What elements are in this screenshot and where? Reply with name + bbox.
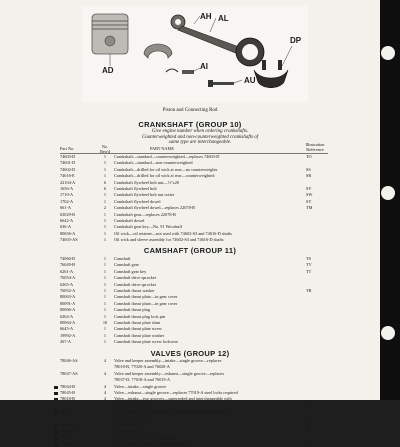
quantity: 1 [103, 192, 107, 198]
part-name: Crankshaft—drilled for oil wick at rear—counterweighted [114, 173, 215, 179]
part-name: Crankshaft flywheel bolt nut—½"x20 [114, 179, 180, 185]
part-name: Camshaft gear [114, 262, 139, 268]
part-name: 76020-A and 77020-A [114, 402, 153, 408]
part-name: 78018-B, 77020-A and 76028-A [114, 364, 170, 370]
part-number: 636-A [60, 224, 71, 230]
part-number: 74060-D [60, 256, 76, 261]
quantity: 4 [103, 370, 107, 376]
part-name: Valve—intake—two grooves—superseded and interchangeable with [114, 396, 232, 402]
part-name: 76019-A and 77018-A [114, 415, 153, 421]
binder-hole [381, 326, 395, 340]
part-number: 1710-A [60, 192, 74, 198]
bullet-marker [54, 392, 58, 396]
quantity: 1 [103, 160, 107, 166]
part-name: Crankshaft dowel [114, 217, 145, 223]
part-name: Crankshaft flywheel bolt [114, 185, 157, 191]
part-name: Camshaft drive sprocket [114, 281, 157, 287]
quantity: 8 [103, 428, 107, 434]
quantity: 1 [103, 217, 107, 223]
part-number: 80063-A [60, 294, 76, 300]
quantity: 8 [103, 421, 107, 427]
part-number: 80064-A [60, 319, 76, 325]
valves-heading: VALVES (GROUP 12) [150, 349, 230, 358]
part-name: Crankshaft—standard—counterweighted—replaces 74603-D [114, 154, 220, 159]
illustration-ref: SY [306, 198, 312, 204]
quantity: 1 [103, 300, 107, 306]
bullet-marker [54, 386, 58, 390]
part-name: Valve—exhaust—single groove—replaces 77019-A steel locks required [114, 389, 238, 395]
part-number: 267-A [60, 339, 71, 345]
illustration-ref: SS [306, 166, 311, 172]
part-number: 74603-AS [60, 237, 78, 243]
bullet-marker [54, 424, 58, 428]
illustration-ref: SE [306, 415, 312, 421]
part-name: Valve—intake—single groove [114, 383, 167, 389]
quantity: 1 [103, 173, 107, 179]
label-ah: AH [200, 12, 212, 21]
part-name: Valve—exhaust—two grooves—superseded and interchangeable with [114, 409, 235, 415]
page-edge [380, 0, 400, 400]
part-number: 74602-D [60, 166, 76, 172]
quantity: 1 [103, 154, 107, 159]
crankshaft-parts-list [60, 154, 328, 243]
part-number: 78018-B [60, 396, 76, 402]
camshaft-heading: CAMSHAFT (GROUP 11) [143, 246, 237, 255]
part-number: 78044-B [60, 383, 76, 389]
quantity: 1 [103, 287, 107, 293]
col-part-no: Part No. [60, 146, 75, 151]
quantity: 8 [103, 434, 107, 440]
part-number: 76025-A [60, 428, 76, 434]
quantity: 1 [103, 339, 107, 345]
quantity: 6 [103, 185, 107, 191]
part-name: Camshaft thrust plate washer [114, 332, 164, 338]
part-number: 76054-A [60, 275, 76, 281]
part-number: 77019-A [60, 434, 76, 440]
bullet-marker [54, 437, 58, 441]
crankshaft-note: same type are interchangeable. [168, 140, 232, 146]
quantity: 1 [103, 281, 107, 287]
part-number: 74603-D [60, 154, 76, 159]
part-name: Camshaft thrust plate shim [114, 319, 161, 325]
part-number: 78045-B [60, 389, 76, 395]
illustration-ref: TR [306, 287, 312, 293]
illustration-ref: SW [306, 192, 313, 198]
part-name: Valve and keeper assembly—intake—single groove—replaces [114, 358, 222, 363]
part-name: Camshaft thrust plug [114, 307, 151, 313]
col-qty: No. Req'd [100, 144, 110, 154]
illustration-ref: SR [306, 173, 312, 179]
part-name: Oil wick—oil retainer—not used with 74602-S3 and 74616-D shafts [114, 230, 232, 236]
label-dp: DP [290, 36, 302, 45]
label-al: AL [218, 14, 229, 23]
crankshaft-note: Give engine number when ordering crankshafts. [151, 129, 249, 134]
part-row [60, 339, 328, 345]
part-number: 22104-A [60, 179, 76, 185]
part-name: Crankshaft flywheel bolt nut cotter [114, 192, 175, 198]
part-number: 661-A [60, 205, 71, 211]
bullet-marker [54, 398, 58, 402]
illustration-ref: SF [306, 402, 311, 408]
bullet-marker [54, 430, 58, 434]
part-name: Camshaft gear key [114, 268, 147, 274]
part-name: Camshaft thrust plate screw [114, 326, 162, 332]
quantity: 1 [103, 307, 107, 313]
quantity: 1 [103, 256, 107, 261]
quantity: 1 [103, 198, 107, 204]
part-name: Crankshaft—drilled for oil wick at rear—no counterweights [114, 166, 218, 172]
col-illustration: Illustration Reference [305, 142, 325, 152]
quantity: 1 [103, 332, 107, 338]
part-number: 6264-A [60, 313, 74, 319]
illustration-ref: TM [306, 205, 313, 211]
part-number: 80656-A [60, 230, 76, 236]
quantity: 6 [103, 179, 107, 185]
quantity: 1 [103, 268, 107, 274]
col-part-name: PART NAME [150, 146, 174, 151]
illustration-ref: SB [306, 421, 312, 427]
part-number: 1656-A [60, 185, 74, 191]
part-name: Oil wick and sleeve assembly for 74602-S3 and 74616-D shafts [114, 237, 224, 243]
part-number: 6642-A [60, 217, 74, 223]
label-ai: AI [200, 62, 208, 71]
part-number: 74616-E [60, 173, 75, 179]
part-name: Crankshaft flywheel dowel [114, 198, 161, 204]
part-name: 78037-D, 77018-A and 76019-A [114, 377, 171, 383]
bullet-marker [54, 443, 58, 447]
part-number: 78037-B [60, 409, 76, 415]
quantity: 4 [103, 409, 107, 415]
part-number: 6265-A [60, 281, 74, 287]
quantity: 10 [102, 319, 108, 325]
part-number: 63029-B [60, 211, 76, 217]
binder-hole [381, 46, 395, 60]
part-number: 1702-A [60, 198, 74, 204]
quantity: 1 [103, 313, 107, 319]
part-number: 19992-A [60, 332, 76, 338]
part-name: Valve spring seat lock—for single groove valve [114, 441, 196, 447]
part-number: 80091-A [60, 300, 76, 306]
quantity: 1 [103, 326, 107, 332]
part-name: Camshaft thrust plug lock pin [114, 313, 166, 319]
part-name: Camshaft thrust plate—in gear cover [114, 294, 178, 300]
quantity: 1 [103, 262, 107, 268]
quantity: 1 [103, 294, 107, 300]
part-name: Valve and keeper assembly—exhaust—single groove—replaces [114, 370, 225, 376]
illustration-ref: TV [306, 262, 312, 268]
part-number: 76052-A [60, 287, 76, 293]
quantity: 1 [103, 237, 107, 243]
illustration-ref: TS [306, 256, 312, 261]
figure-caption: Piston and Connecting Rod [162, 108, 218, 113]
label-au: AU [244, 76, 256, 85]
quantity: 4 [103, 389, 107, 395]
illustration-ref: SW [306, 441, 313, 447]
part-number: 76019-AS [60, 441, 78, 447]
crankshaft-heading: CRANKSHAFT (GROUP 10) [138, 120, 242, 129]
valves-parts-list [60, 358, 328, 447]
part-name: Crankshaft gear—replaces 22078-B [114, 211, 176, 217]
quantity: 4 [103, 383, 107, 389]
bullet-marker [54, 411, 58, 415]
part-number: 78047-AS [60, 370, 78, 376]
piston-rod-illustration [82, 6, 308, 102]
quantity: 1 [103, 166, 107, 172]
binder-hole [381, 186, 395, 200]
part-number: 6261-A [60, 268, 74, 274]
part-number: 80066-A [60, 307, 76, 313]
part-name: Camshaft thrust plate—in gear cover [114, 300, 178, 306]
piston-rod-photo [82, 6, 308, 102]
quantity: 2 [103, 205, 107, 211]
part-name: Crankshaft gear key—No. 91 Woodruff [114, 224, 183, 230]
part-number: 76049-B [60, 262, 76, 268]
quantity: 4 [103, 358, 107, 363]
illustration-ref: SG [306, 428, 312, 434]
part-name: Crankshaft—standard—non-counterweighted [114, 160, 193, 166]
part-name: Crankshaft flywheel dowel—replaces 22078-B [114, 205, 196, 211]
label-ad: AD [102, 66, 114, 75]
quantity: 1 [103, 230, 107, 236]
part-row [60, 237, 328, 243]
crankshaft-note: Counterweighted and non-counterweighted crankshafts of [141, 134, 259, 140]
part-name: Camshaft thrust plate screw lockwire [114, 339, 178, 345]
part-name: Valve spring [114, 421, 136, 427]
part-number: 76024-A [60, 421, 76, 427]
quantity: 8 [103, 441, 107, 447]
part-name: Camshaft thrust washer [114, 287, 155, 293]
illustration-ref: TT [306, 268, 312, 274]
part-name: Valve spring seat [114, 428, 144, 434]
part-row [60, 441, 328, 447]
quantity: 1 [103, 211, 107, 217]
part-number: 78046-AS [60, 358, 78, 363]
quantity: 1 [103, 224, 107, 230]
quantity: 1 [103, 275, 107, 281]
quantity: 4 [103, 396, 107, 402]
illustration-ref: TO [306, 154, 312, 159]
part-number: 6645-A [60, 326, 74, 332]
part-number: 74601-D [60, 160, 76, 166]
part-name: Camshaft [114, 256, 131, 261]
part-name: Valve spring seat lock—single groove [114, 434, 180, 440]
camshaft-parts-list [60, 256, 328, 345]
crankshaft-notes [100, 129, 300, 146]
illustration-ref: SV [306, 185, 312, 191]
part-name: Camshaft drive sprocket [114, 275, 157, 281]
